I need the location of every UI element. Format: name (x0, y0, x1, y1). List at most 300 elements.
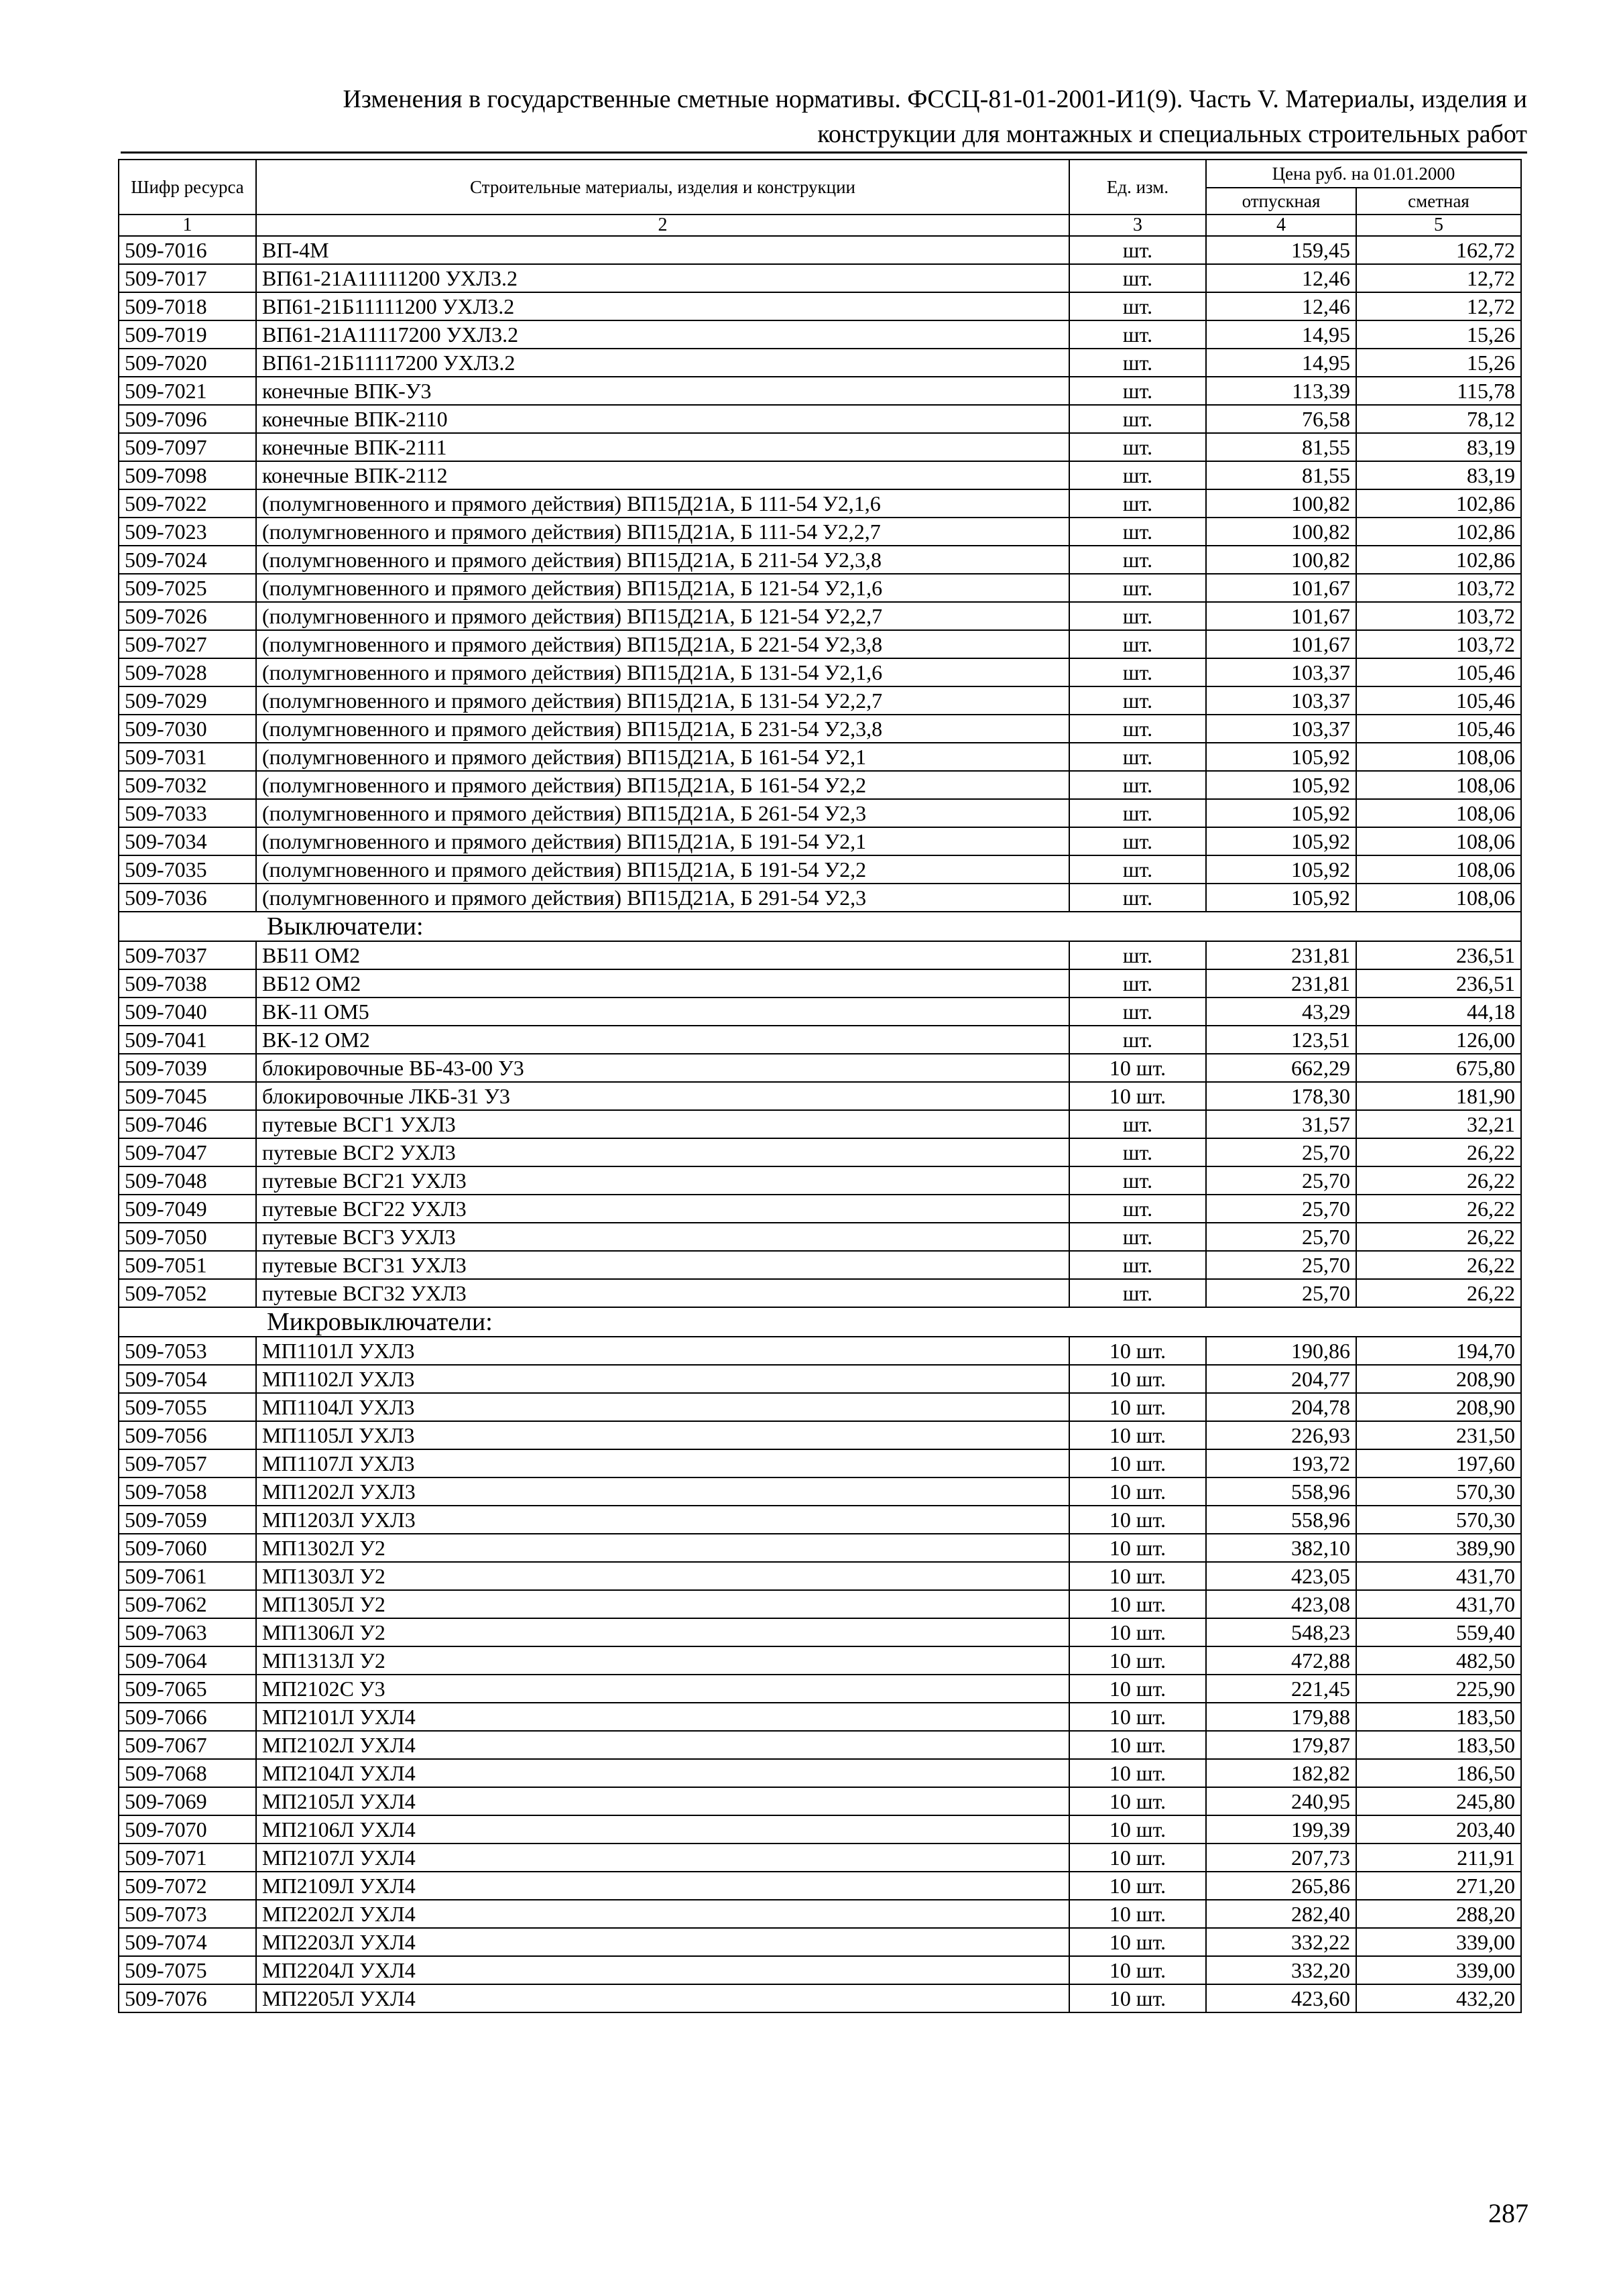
header-line-1: Изменения в государственные сметные нормативы. ФССЦ-81-01-2001-И1(9). Часть V. Материалы, изделия и (343, 85, 1527, 113)
release-price-cell: 204,78 (1206, 1393, 1356, 1421)
resource-code-cell: 509-7053 (119, 1337, 256, 1365)
release-price-cell: 193,72 (1206, 1449, 1356, 1477)
release-price-cell: 548,23 (1206, 1618, 1356, 1646)
table-row (119, 1110, 1521, 1138)
estimate-price-cell: 108,06 (1356, 799, 1521, 827)
release-price-cell: 382,10 (1206, 1534, 1356, 1562)
material-name-cell: (полумгновенного и прямого действия) ВП15Д21А, Б 161-54 У2,2 (256, 771, 1069, 799)
material-name-cell: ВП61-21А11117200 УХЛ3.2 (256, 320, 1069, 349)
table-row (119, 292, 1521, 320)
material-name-cell: МП1107Л УХЛ3 (256, 1449, 1069, 1477)
table-row (119, 658, 1521, 686)
unit-cell: 10 шт. (1069, 1900, 1206, 1928)
resource-code-cell: 509-7050 (119, 1223, 256, 1251)
unit-cell: 10 шт. (1069, 1731, 1206, 1759)
material-name-cell: (полумгновенного и прямого действия) ВП15Д21А, Б 191-54 У2,1 (256, 827, 1069, 855)
release-price-cell: 204,77 (1206, 1365, 1356, 1393)
table-row (119, 320, 1521, 349)
table-row (119, 1365, 1521, 1393)
material-name-cell: блокировочные ВБ-43-00 У3 (256, 1054, 1069, 1082)
unit-cell: шт. (1069, 1026, 1206, 1054)
material-name-cell: (полумгновенного и прямого действия) ВП15Д21А, Б 261-54 У2,3 (256, 799, 1069, 827)
material-name-cell: ВП61-21А11111200 УХЛ3.2 (256, 264, 1069, 292)
estimate-price-cell: 102,86 (1356, 546, 1521, 574)
table-row (119, 1984, 1521, 2012)
resource-code-cell: 509-7067 (119, 1731, 256, 1759)
release-price-cell: 423,08 (1206, 1590, 1356, 1618)
table-row (119, 1900, 1521, 1928)
resource-code-cell: 509-7072 (119, 1872, 256, 1900)
material-name-cell: ВБ11 ОМ2 (256, 941, 1069, 969)
table-row (119, 1562, 1521, 1590)
table-row (119, 1138, 1521, 1166)
estimate-price-cell: 183,50 (1356, 1703, 1521, 1731)
resource-code-cell: 509-7059 (119, 1506, 256, 1534)
header-price-estimate: сметная (1356, 188, 1521, 215)
table-row (119, 771, 1521, 799)
table-row (119, 1590, 1521, 1618)
estimate-price-cell: 203,40 (1356, 1815, 1521, 1844)
table-row (119, 941, 1521, 969)
resource-code-cell: 509-7040 (119, 998, 256, 1026)
unit-cell: шт. (1069, 941, 1206, 969)
resource-code-cell: 509-7025 (119, 574, 256, 602)
release-price-cell: 182,82 (1206, 1759, 1356, 1787)
estimate-price-cell: 108,06 (1356, 743, 1521, 771)
header-rule (121, 152, 1527, 154)
resource-code-cell: 509-7030 (119, 715, 256, 743)
release-price-cell: 472,88 (1206, 1646, 1356, 1675)
resource-code-cell: 509-7096 (119, 405, 256, 433)
material-name-cell: путевые ВСГ1 УХЛ3 (256, 1110, 1069, 1138)
table-row (119, 1477, 1521, 1506)
table-row (119, 1956, 1521, 1984)
material-name-cell: МП2102Л УХЛ4 (256, 1731, 1069, 1759)
material-name-cell: ВБ12 ОМ2 (256, 969, 1069, 998)
material-name-cell: МП2105Л УХЛ4 (256, 1787, 1069, 1815)
unit-cell: шт. (1069, 320, 1206, 349)
table-row (119, 1223, 1521, 1251)
material-name-cell: (полумгновенного и прямого действия) ВП15Д21А, Б 131-54 У2,1,6 (256, 658, 1069, 686)
unit-cell: шт. (1069, 630, 1206, 658)
release-price-cell: 662,29 (1206, 1054, 1356, 1082)
estimate-price-cell: 570,30 (1356, 1506, 1521, 1534)
release-price-cell: 12,46 (1206, 264, 1356, 292)
release-price-cell: 123,51 (1206, 1026, 1356, 1054)
resource-code-cell: 509-7037 (119, 941, 256, 969)
estimate-price-cell: 108,06 (1356, 884, 1521, 912)
estimate-price-cell: 102,86 (1356, 489, 1521, 518)
estimate-price-cell: 162,72 (1356, 236, 1521, 264)
material-name-cell: (полумгновенного и прямого действия) ВП15Д21А, Б 221-54 У2,3,8 (256, 630, 1069, 658)
unit-cell: 10 шт. (1069, 1562, 1206, 1590)
release-price-cell: 221,45 (1206, 1675, 1356, 1703)
material-name-cell: конечные ВПК-У3 (256, 377, 1069, 405)
release-price-cell: 423,60 (1206, 1984, 1356, 2012)
unit-cell: 10 шт. (1069, 1054, 1206, 1082)
resource-code-cell: 509-7027 (119, 630, 256, 658)
release-price-cell: 199,39 (1206, 1815, 1356, 1844)
unit-cell: шт. (1069, 827, 1206, 855)
estimate-price-cell: 194,70 (1356, 1337, 1521, 1365)
table-row (119, 461, 1521, 489)
resource-code-cell: 509-7046 (119, 1110, 256, 1138)
table-row (119, 602, 1521, 630)
material-name-cell: путевые ВСГ31 УХЛ3 (256, 1251, 1069, 1279)
table-row (119, 1759, 1521, 1787)
estimate-price-cell: 211,91 (1356, 1844, 1521, 1872)
section-title: Выключатели: (119, 912, 1521, 941)
estimate-price-cell: 431,70 (1356, 1590, 1521, 1618)
table-row (119, 377, 1521, 405)
material-name-cell: конечные ВПК-2111 (256, 433, 1069, 461)
unit-cell: 10 шт. (1069, 1449, 1206, 1477)
release-price-cell: 81,55 (1206, 461, 1356, 489)
table-row (119, 1618, 1521, 1646)
estimate-price-cell: 225,90 (1356, 1675, 1521, 1703)
release-price-cell: 105,92 (1206, 799, 1356, 827)
release-price-cell: 231,81 (1206, 941, 1356, 969)
material-name-cell: МП2202Л УХЛ4 (256, 1900, 1069, 1928)
table-row (119, 1195, 1521, 1223)
estimate-price-cell: 102,86 (1356, 518, 1521, 546)
resource-code-cell: 509-7056 (119, 1421, 256, 1449)
table-row (119, 686, 1521, 715)
release-price-cell: 190,86 (1206, 1337, 1356, 1365)
col-number-4: 4 (1206, 215, 1356, 236)
table-row (119, 1421, 1521, 1449)
resource-code-cell: 509-7047 (119, 1138, 256, 1166)
table-row (119, 827, 1521, 855)
unit-cell: 10 шт. (1069, 1082, 1206, 1110)
release-price-cell: 558,96 (1206, 1477, 1356, 1506)
estimate-price-cell: 245,80 (1356, 1787, 1521, 1815)
release-price-cell: 100,82 (1206, 518, 1356, 546)
material-name-cell: МП2102С У3 (256, 1675, 1069, 1703)
material-name-cell: путевые ВСГ32 УХЛ3 (256, 1279, 1069, 1307)
unit-cell: 10 шт. (1069, 1759, 1206, 1787)
release-price-cell: 12,46 (1206, 292, 1356, 320)
resource-code-cell: 509-7028 (119, 658, 256, 686)
estimate-price-cell: 431,70 (1356, 1562, 1521, 1590)
table-row (119, 1844, 1521, 1872)
resource-code-cell: 509-7033 (119, 799, 256, 827)
material-name-cell: конечные ВПК-2112 (256, 461, 1069, 489)
unit-cell: 10 шт. (1069, 1872, 1206, 1900)
table-row (119, 1449, 1521, 1477)
resource-code-cell: 509-7098 (119, 461, 256, 489)
material-name-cell: МП2109Л УХЛ4 (256, 1872, 1069, 1900)
material-name-cell: МП1306Л У2 (256, 1618, 1069, 1646)
resource-code-cell: 509-7041 (119, 1026, 256, 1054)
table-row (119, 1166, 1521, 1195)
material-name-cell: путевые ВСГ2 УХЛ3 (256, 1138, 1069, 1166)
release-price-cell: 105,92 (1206, 771, 1356, 799)
estimate-price-cell: 108,06 (1356, 827, 1521, 855)
estimate-price-cell: 186,50 (1356, 1759, 1521, 1787)
estimate-price-cell: 105,46 (1356, 715, 1521, 743)
release-price-cell: 14,95 (1206, 320, 1356, 349)
unit-cell: 10 шт. (1069, 1506, 1206, 1534)
resource-code-cell: 509-7060 (119, 1534, 256, 1562)
material-name-cell: ВП61-21Б11111200 УХЛ3.2 (256, 292, 1069, 320)
table-row (119, 574, 1521, 602)
table-row (119, 1054, 1521, 1082)
estimate-price-cell: 26,22 (1356, 1138, 1521, 1166)
estimate-price-cell: 103,72 (1356, 574, 1521, 602)
table-row (119, 1787, 1521, 1815)
material-name-cell: ВП-4М (256, 236, 1069, 264)
estimate-price-cell: 12,72 (1356, 292, 1521, 320)
estimate-price-cell: 197,60 (1356, 1449, 1521, 1477)
material-name-cell: МП2203Л УХЛ4 (256, 1928, 1069, 1956)
material-name-cell: МП1203Л УХЛ3 (256, 1506, 1069, 1534)
release-price-cell: 25,70 (1206, 1138, 1356, 1166)
resource-code-cell: 509-7020 (119, 349, 256, 377)
table-row (119, 1646, 1521, 1675)
section-title: Микровыключатели: (119, 1307, 1521, 1337)
unit-cell: шт. (1069, 264, 1206, 292)
release-price-cell: 25,70 (1206, 1223, 1356, 1251)
estimate-price-cell: 26,22 (1356, 1166, 1521, 1195)
table-row (119, 1393, 1521, 1421)
resource-code-cell: 509-7062 (119, 1590, 256, 1618)
table-body (119, 236, 1521, 2012)
release-price-cell: 25,70 (1206, 1195, 1356, 1223)
estimate-price-cell: 389,90 (1356, 1534, 1521, 1562)
estimate-price-cell: 26,22 (1356, 1251, 1521, 1279)
release-price-cell: 226,93 (1206, 1421, 1356, 1449)
resource-code-cell: 509-7058 (119, 1477, 256, 1506)
release-price-cell: 558,96 (1206, 1506, 1356, 1534)
unit-cell: шт. (1069, 771, 1206, 799)
release-price-cell: 423,05 (1206, 1562, 1356, 1590)
release-price-cell: 105,92 (1206, 855, 1356, 884)
material-name-cell: блокировочные ЛКБ-31 У3 (256, 1082, 1069, 1110)
resource-code-cell: 509-7071 (119, 1844, 256, 1872)
unit-cell: 10 шт. (1069, 1646, 1206, 1675)
material-name-cell: (полумгновенного и прямого действия) ВП15Д21А, Б 121-54 У2,1,6 (256, 574, 1069, 602)
resource-code-cell: 509-7021 (119, 377, 256, 405)
resource-code-cell: 509-7038 (119, 969, 256, 998)
unit-cell: шт. (1069, 969, 1206, 998)
header-name: Строительные материалы, изделия и конструкции (256, 160, 1069, 215)
table-row (119, 1506, 1521, 1534)
resource-code-cell: 509-7029 (119, 686, 256, 715)
release-price-cell: 105,92 (1206, 827, 1356, 855)
unit-cell: 10 шт. (1069, 1815, 1206, 1844)
material-name-cell: МП1105Л УХЛ3 (256, 1421, 1069, 1449)
unit-cell: шт. (1069, 1110, 1206, 1138)
estimate-price-cell: 108,06 (1356, 855, 1521, 884)
release-price-cell: 103,37 (1206, 715, 1356, 743)
estimate-price-cell: 288,20 (1356, 1900, 1521, 1928)
material-name-cell: МП2107Л УХЛ4 (256, 1844, 1069, 1872)
unit-cell: 10 шт. (1069, 1534, 1206, 1562)
resource-code-cell: 509-7076 (119, 1984, 256, 2012)
header-price-release: отпускная (1206, 188, 1356, 215)
release-price-cell: 240,95 (1206, 1787, 1356, 1815)
price-table (118, 159, 1522, 2013)
estimate-price-cell: 103,72 (1356, 602, 1521, 630)
table-row (119, 1815, 1521, 1844)
estimate-price-cell: 126,00 (1356, 1026, 1521, 1054)
table-row (119, 884, 1521, 912)
unit-cell: шт. (1069, 433, 1206, 461)
release-price-cell: 100,82 (1206, 546, 1356, 574)
unit-cell: шт. (1069, 658, 1206, 686)
col-number-2: 2 (256, 215, 1069, 236)
unit-cell: шт. (1069, 743, 1206, 771)
resource-code-cell: 509-7031 (119, 743, 256, 771)
material-name-cell: МП1104Л УХЛ3 (256, 1393, 1069, 1421)
table-row (119, 799, 1521, 827)
table-row (119, 433, 1521, 461)
table-row (119, 969, 1521, 998)
material-name-cell: путевые ВСГ22 УХЛ3 (256, 1195, 1069, 1223)
table-row (119, 1731, 1521, 1759)
material-name-cell: путевые ВСГ3 УХЛ3 (256, 1223, 1069, 1251)
material-name-cell: ВК-11 ОМ5 (256, 998, 1069, 1026)
material-name-cell: МП1102Л УХЛ3 (256, 1365, 1069, 1393)
material-name-cell: МП2205Л УХЛ4 (256, 1984, 1069, 2012)
material-name-cell: МП2101Л УХЛ4 (256, 1703, 1069, 1731)
resource-code-cell: 509-7019 (119, 320, 256, 349)
unit-cell: 10 шт. (1069, 1393, 1206, 1421)
release-price-cell: 179,88 (1206, 1703, 1356, 1731)
resource-code-cell: 509-7074 (119, 1928, 256, 1956)
estimate-price-cell: 675,80 (1356, 1054, 1521, 1082)
release-price-cell: 265,86 (1206, 1872, 1356, 1900)
unit-cell: шт. (1069, 546, 1206, 574)
resource-code-cell: 509-7057 (119, 1449, 256, 1477)
material-name-cell: (полумгновенного и прямого действия) ВП15Д21А, Б 191-54 У2,2 (256, 855, 1069, 884)
release-price-cell: 101,67 (1206, 630, 1356, 658)
table-row (119, 264, 1521, 292)
material-name-cell: конечные ВПК-2110 (256, 405, 1069, 433)
release-price-cell: 105,92 (1206, 884, 1356, 912)
table-row (119, 998, 1521, 1026)
estimate-price-cell: 103,72 (1356, 630, 1521, 658)
estimate-price-cell: 482,50 (1356, 1646, 1521, 1675)
unit-cell: шт. (1069, 1223, 1206, 1251)
table-row (119, 1251, 1521, 1279)
table-row (119, 236, 1521, 264)
material-name-cell: МП1101Л УХЛ3 (256, 1337, 1069, 1365)
unit-cell: шт. (1069, 1138, 1206, 1166)
material-name-cell: (полумгновенного и прямого действия) ВП15Д21А, Б 161-54 У2,1 (256, 743, 1069, 771)
resource-code-cell: 509-7055 (119, 1393, 256, 1421)
resource-code-cell: 509-7026 (119, 602, 256, 630)
material-name-cell: МП1302Л У2 (256, 1534, 1069, 1562)
resource-code-cell: 509-7018 (119, 292, 256, 320)
unit-cell: 10 шт. (1069, 1365, 1206, 1393)
header-line-2: конструкции для монтажных и специальных строительных работ (817, 120, 1527, 148)
estimate-price-cell: 271,20 (1356, 1872, 1521, 1900)
material-name-cell: МП2204Л УХЛ4 (256, 1956, 1069, 1984)
estimate-price-cell: 236,51 (1356, 941, 1521, 969)
resource-code-cell: 509-7064 (119, 1646, 256, 1675)
unit-cell: 10 шт. (1069, 1844, 1206, 1872)
resource-code-cell: 509-7034 (119, 827, 256, 855)
unit-cell: 10 шт. (1069, 1618, 1206, 1646)
unit-cell: шт. (1069, 461, 1206, 489)
table-row (119, 405, 1521, 433)
release-price-cell: 178,30 (1206, 1082, 1356, 1110)
unit-cell: шт. (1069, 405, 1206, 433)
estimate-price-cell: 26,22 (1356, 1223, 1521, 1251)
estimate-price-cell: 231,50 (1356, 1421, 1521, 1449)
table-row (119, 1703, 1521, 1731)
resource-code-cell: 509-7045 (119, 1082, 256, 1110)
release-price-cell: 100,82 (1206, 489, 1356, 518)
material-name-cell: (полумгновенного и прямого действия) ВП15Д21А, Б 211-54 У2,3,8 (256, 546, 1069, 574)
estimate-price-cell: 44,18 (1356, 998, 1521, 1026)
resource-code-cell: 509-7024 (119, 546, 256, 574)
table-row (119, 1534, 1521, 1562)
unit-cell: 10 шт. (1069, 1477, 1206, 1506)
resource-code-cell: 509-7068 (119, 1759, 256, 1787)
table-row (119, 1279, 1521, 1307)
resource-code-cell: 509-7061 (119, 1562, 256, 1590)
unit-cell: шт. (1069, 602, 1206, 630)
material-name-cell: МП1305Л У2 (256, 1590, 1069, 1618)
estimate-price-cell: 236,51 (1356, 969, 1521, 998)
estimate-price-cell: 26,22 (1356, 1279, 1521, 1307)
estimate-price-cell: 208,90 (1356, 1393, 1521, 1421)
unit-cell: 10 шт. (1069, 1337, 1206, 1365)
material-name-cell: МП1303Л У2 (256, 1562, 1069, 1590)
resource-code-cell: 509-7036 (119, 884, 256, 912)
unit-cell: шт. (1069, 349, 1206, 377)
release-price-cell: 332,20 (1206, 1956, 1356, 1984)
unit-cell: шт. (1069, 884, 1206, 912)
release-price-cell: 43,29 (1206, 998, 1356, 1026)
release-price-cell: 179,87 (1206, 1731, 1356, 1759)
material-name-cell: (полумгновенного и прямого действия) ВП15Д21А, Б 231-54 У2,3,8 (256, 715, 1069, 743)
estimate-price-cell: 83,19 (1356, 461, 1521, 489)
material-name-cell: ВП61-21Б11117200 УХЛ3.2 (256, 349, 1069, 377)
release-price-cell: 31,57 (1206, 1110, 1356, 1138)
unit-cell: 10 шт. (1069, 1590, 1206, 1618)
material-name-cell: (полумгновенного и прямого действия) ВП15Д21А, Б 111-54 У2,1,6 (256, 489, 1069, 518)
col-number-1: 1 (119, 215, 256, 236)
page-number: 287 (1488, 2198, 1528, 2228)
estimate-price-cell: 570,30 (1356, 1477, 1521, 1506)
unit-cell: шт. (1069, 489, 1206, 518)
table-row (119, 743, 1521, 771)
page-header (121, 82, 1527, 152)
release-price-cell: 76,58 (1206, 405, 1356, 433)
unit-cell: шт. (1069, 236, 1206, 264)
col-number-5: 5 (1356, 215, 1521, 236)
estimate-price-cell: 183,50 (1356, 1731, 1521, 1759)
resource-code-cell: 509-7066 (119, 1703, 256, 1731)
table-row (119, 1337, 1521, 1365)
resource-code-cell: 509-7032 (119, 771, 256, 799)
unit-cell: 10 шт. (1069, 1787, 1206, 1815)
release-price-cell: 207,73 (1206, 1844, 1356, 1872)
unit-cell: шт. (1069, 518, 1206, 546)
unit-cell: шт. (1069, 715, 1206, 743)
estimate-price-cell: 15,26 (1356, 349, 1521, 377)
estimate-price-cell: 559,40 (1356, 1618, 1521, 1646)
material-name-cell: МП1313Л У2 (256, 1646, 1069, 1675)
table-row (119, 489, 1521, 518)
material-name-cell: (полумгновенного и прямого действия) ВП15Д21А, Б 121-54 У2,2,7 (256, 602, 1069, 630)
unit-cell: шт. (1069, 1166, 1206, 1195)
resource-code-cell: 509-7073 (119, 1900, 256, 1928)
